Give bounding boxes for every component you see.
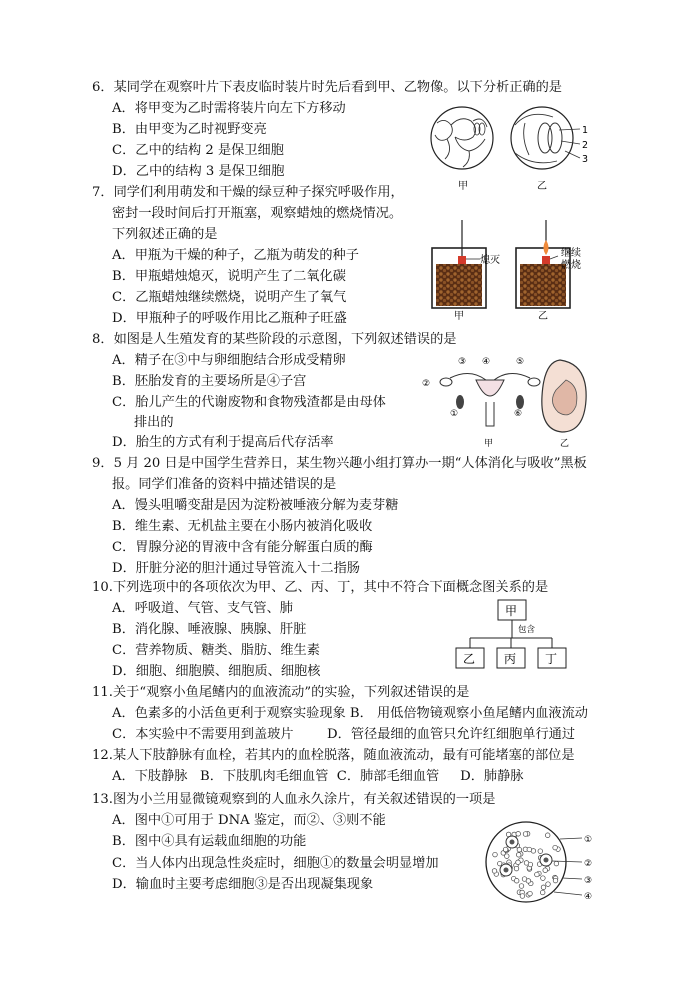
q8-marker-5: ⑤ [516,357,525,367]
q8-option-d: D．胎生的方式有利于提高后代存活率 [112,435,334,450]
q8-option-b: B．胚胎发育的主要场所是④子宫 [112,374,307,389]
q6-marker-2: 2 [582,140,589,151]
q6-option-b: B．由甲变为乙时视野变亮 [112,122,267,137]
q10-option-b: B．消化腺、唾液腺、胰腺、肝脏 [112,622,307,637]
q6-microscope-figure [425,103,600,195]
q7-option-a: A．甲瓶为干燥的种子，乙瓶为萌发的种子 [112,248,359,263]
red-blood-cell [519,884,524,889]
q6-option-a: A．将甲变为乙时需将装片向左下方移动 [112,101,346,116]
q8-marker-4: ④ [482,357,491,367]
red-blood-cell [514,878,519,883]
label-yi: 乙 [537,181,547,192]
tag-continue-1: 继续 [561,248,581,259]
q9-option-a: A．馒头咀嚼变甜是因为淀粉被唾液分解为麦芽糖 [112,498,399,513]
q12-options-line: A．下肢静脉 B．下肢肌肉毛细血管 C．肺部毛细血管 D．肺静脉 [112,769,524,784]
red-blood-cell [527,847,532,852]
link-label: 包含 [518,625,536,635]
red-blood-cell [545,833,550,838]
q10-option-a: A．呼吸道、气管、支气管、肺 [112,601,293,616]
red-blood-cell [538,849,543,854]
flame-icon [544,240,549,255]
q7-option-c: C．乙瓶蜡烛继续燃烧，说明产生了氧气 [112,290,347,305]
q9-stem-line2: 报。同学们准备的资料中描述错误的是 [112,477,337,492]
q13-option-d: D．输血时主要考虑细胞③是否出现凝集现象 [112,877,374,892]
q8-marker-2: ② [422,379,431,389]
red-blood-cell [553,878,558,883]
q8-label-jia: 甲 [484,439,494,449]
q13-marker-3: ③ [584,876,593,886]
q8-marker-6: ⑥ [514,409,523,419]
q7-stem-line3: 下列叙述正确的是 [112,227,218,242]
red-blood-cell [541,876,546,881]
q11-options-line2: C．本实验中不需要用到盖玻片 D．管径最细的血管只允许红细胞单行通过 [112,727,576,742]
red-blood-cell [524,861,529,866]
red-blood-cell [505,854,510,859]
q8-option-a: A．精子在③中与卵细胞结合形成受精卵 [112,353,346,368]
q9-option-b: B．维生素、无机盐主要在小肠内被消化吸收 [112,519,373,534]
q7-stem-line2: 密封一段时间后打开瓶塞，观察蜡烛的燃烧情况。 [112,206,403,221]
q7-jars-figure [418,218,598,322]
q13-marker-2: ② [584,859,593,869]
q10-concept-diagram [450,598,585,670]
q11-stem: 11.关于“观察小鱼尾鳍内的血液流动”的实验，下列叙述错误的是 [92,685,470,700]
q13-marker-4: ④ [584,892,593,902]
tag-extinguished: 熄灭 [480,255,500,266]
node-top-label: 甲 [505,604,518,618]
red-blood-cell [543,868,548,873]
red-blood-cell [492,869,497,874]
q10-stem: 10.下列选项中的各项依次为甲、乙、丙、丁，其中不符合下面概念图关系的是 [92,580,549,595]
q6-option-d: D．乙中的结构 3 是保卫细胞 [112,164,285,179]
red-blood-cell [516,853,521,858]
red-blood-cell [546,882,551,887]
red-blood-cell [528,891,533,896]
red-blood-cell [503,847,508,852]
q8-marker-1: ① [450,409,459,419]
node-child-3-label: 丁 [545,652,558,666]
red-blood-cell [516,860,521,865]
label-jia: 甲 [458,181,468,192]
q13-stem: 13.图为小兰用显微镜观察到的人血永久涂片，有关叙述错误的一项是 [92,792,496,807]
tag-continue-2: 燃烧 [561,260,581,271]
q13-marker-1: ① [584,835,593,845]
view-yi-circle [511,107,573,169]
red-blood-cell [540,890,545,895]
q8-label-yi: 乙 [560,439,570,449]
q12-stem: 12.某人下肢静脉有血栓，若其内的血栓脱落，随血液流动，最有可能堵塞的部位是 [92,748,575,763]
q6-marker-1: 1 [582,125,589,136]
red-blood-cell [553,845,558,850]
q13-blood-smear-figure [484,820,602,908]
q8-stem: 8．如图是人生殖发育的某些阶段的示意图，下列叙述错误的是 [92,332,457,347]
q6-marker-3: 3 [582,154,589,165]
q13-option-b: B．图中④具有运载血细胞的功能 [112,834,307,849]
q8-reproduction-figure [420,350,600,450]
red-blood-cell [554,861,559,866]
q6-stem: 6．某同学在观察叶片下表皮临时装片时先后看到甲、乙物像。以下分析正确的是 [92,80,562,95]
red-blood-cell [493,852,498,857]
q7-option-b: B．甲瓶蜡烛熄灭，说明产生了二氧化碳 [112,269,346,284]
q6-option-c: C．乙中的结构 2 是保卫细胞 [112,143,284,158]
q13-option-a: A．图中①可用于 DNA 鉴定，而②、③则不能 [112,813,386,828]
red-blood-cell [514,866,519,871]
q7-stem-line1: 7．同学们利用萌发和干燥的绿豆种子探究呼吸作用， [92,185,404,200]
jar-label-yi: 乙 [538,311,548,322]
q9-stem-line1: 9．5 月 20 日是中国学生营养日，某生物兴趣小组打算办一期“人体消化与吸收”黑板 [92,456,587,471]
q13-option-c: C．当人体内出现急性炎症时，细胞①的数量会明显增加 [112,856,439,871]
q8-marker-3: ③ [458,357,467,367]
node-child-2-label: 丙 [504,652,517,666]
q10-option-c: C．营养物质、糖类、脂肪、维生素 [112,643,320,658]
q9-option-c: C．胃腺分泌的胃液中含有能分解蛋白质的酶 [112,540,373,555]
red-blood-cell [523,832,528,837]
red-blood-cell [526,879,531,884]
view-jia-circle [431,107,493,169]
red-blood-cell [535,872,540,877]
q11-options-line1: A．色素多的小活鱼更利于观察实验现象 B． 用低倍物镜观察小鱼尾鳍内血液流动 [112,706,588,721]
red-blood-cell [541,885,546,890]
seeds-yi [520,264,566,306]
node-child-1-label: 乙 [463,652,476,666]
q8-option-c-cont: 排出的 [134,415,174,430]
red-blood-cell [520,894,525,899]
q10-option-d: D．细胞、细胞膜、细胞质、细胞核 [112,664,321,679]
red-blood-cell [516,832,521,837]
seeds-jia [436,264,482,306]
q9-option-d: D．肝脏分泌的胆汁通过导管流入十二指肠 [112,561,360,576]
jar-label-jia: 甲 [454,311,464,322]
q7-option-d: D．甲瓶种子的呼吸作用比乙瓶种子旺盛 [112,311,347,326]
q8-option-c: C．胎儿产生的代谢废物和食物残渣都是由母体 [112,395,386,410]
uterus [476,380,504,396]
